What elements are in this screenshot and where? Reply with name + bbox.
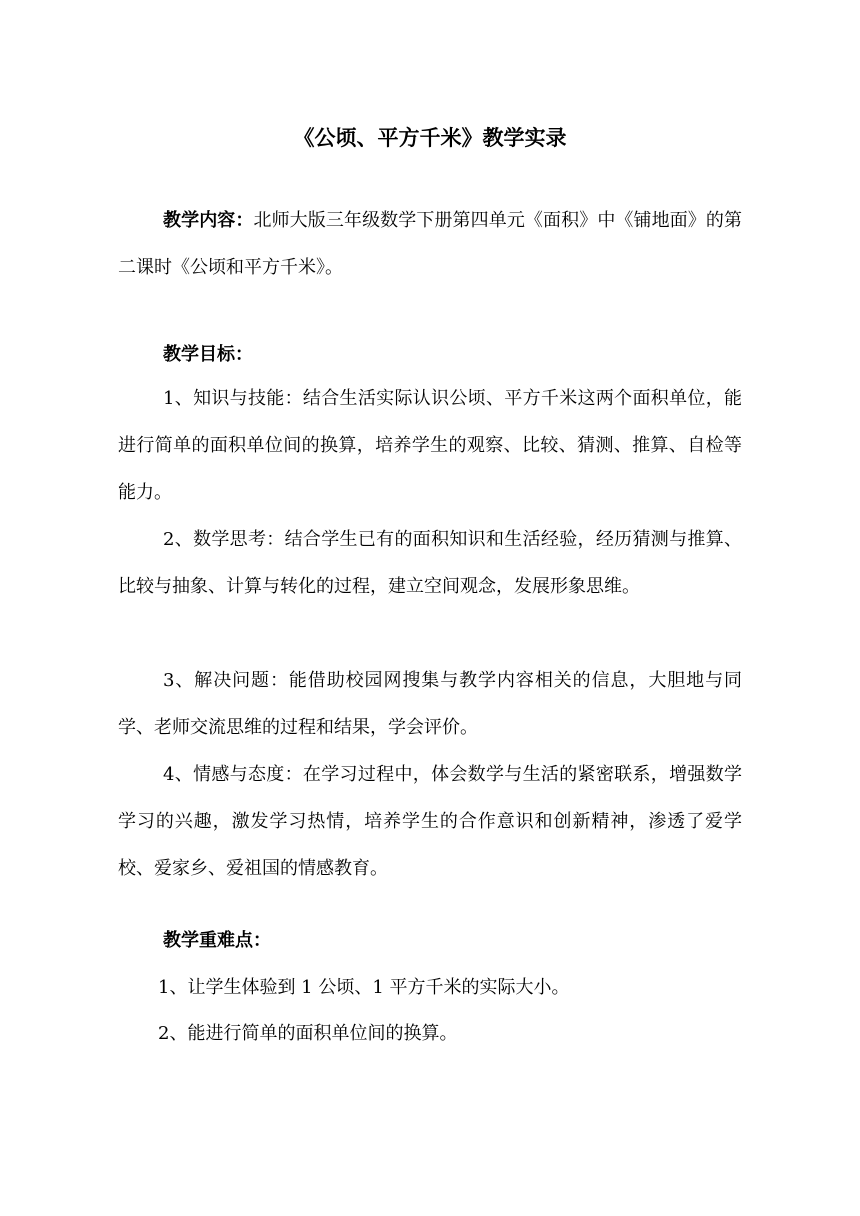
goals-heading: 教学目标： [163, 344, 253, 365]
goal-item: 4、情感与态度：在学习过程中，体会数学与生活的紧密联系，增强数学学习的兴趣，激发学习热情，培养学生的合作意识和创新精神，渗透了爱学校、爱家乡、爱祖国的情感教育。 [118, 764, 742, 879]
content-paragraph [118, 197, 742, 291]
goal-item: 2、数学思考：结合学生已有的面积知识和生活经验，经历猜测与推算、比较与抽象、计算与转化的过程，建立空间观念，发展形象思维。 [118, 529, 742, 597]
key-point-item: 2、能进行简单的面积单位间的换算。 [158, 1023, 458, 1044]
content-label: 教学内容： [163, 210, 254, 231]
key-points-heading: 教学重难点： [163, 930, 271, 951]
goal-item: 1、知识与技能：结合生活实际认识公顷、平方千米这两个面积单位，能进行简单的面积单位间的换算，培养学生的观察、比较、猜测、推算、自检等能力。 [118, 388, 742, 503]
document-title: 《公顷、平方千米》教学实录 [293, 126, 567, 150]
goal-item: 3、解决问题：能借助校园网搜集与教学内容相关的信息，大胆地与同学、老师交流思维的过程和结果，学会评价。 [118, 670, 742, 738]
content-text: 北师大版三年级数学下册第四单元《面积》中《铺地面》的第二课时《公顷和平方千米》。 [118, 210, 742, 278]
key-point-item: 1、让学生体验到 1 公顷、1 平方千米的实际大小。 [158, 977, 570, 998]
